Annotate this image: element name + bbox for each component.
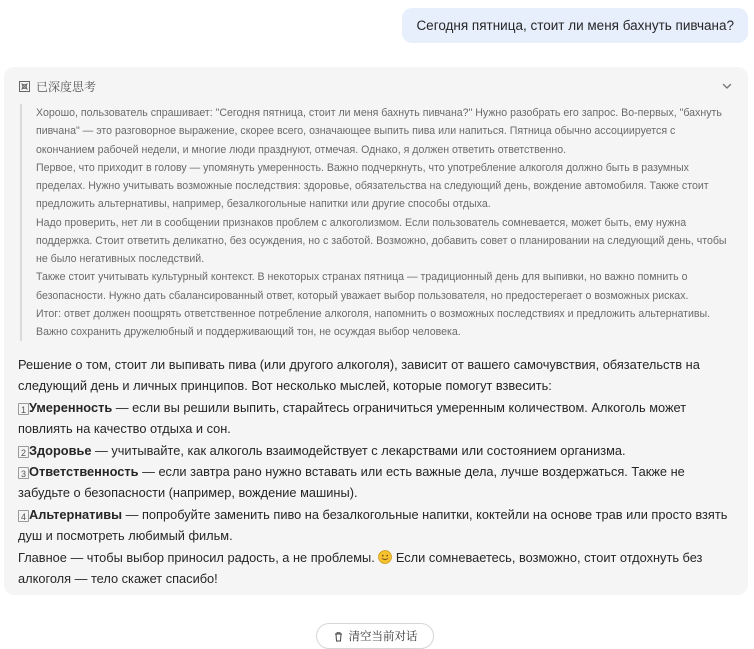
number-badge: 1	[18, 403, 29, 415]
thinking-paragraph: Первое, что приходит в голову — упомянуть умеренность. Важно подчеркнуть, что употребление алкоголя должно быть в разумных пределах. Нужно учитывать возможные последствия: здоровье, обязательства на следующий день, вождение автомобиля. Также стоит предложить альтернативы, например, безалкогольные напитки или другие способы отдыха.	[36, 161, 709, 211]
answer-intro: Решение о том, стоит ли выпивать пива (или другого алкоголя), зависит от вашего самочувствия, обязательств на следующий день и личных принципов. Вот несколько мыслей, которые помогут взвесить:	[18, 357, 700, 394]
thinking-header-label: 已深度思考	[36, 79, 97, 94]
think-icon	[18, 80, 31, 93]
closing-text: Главное — чтобы выбор приносил радость, а не проблемы.	[18, 549, 379, 565]
list-item-title: Здоровье	[29, 442, 92, 458]
user-message-bubble: Сегодня пятница, стоит ли меня бахнуть пивчана?	[402, 8, 748, 43]
number-badge: 3	[18, 467, 29, 479]
list-item	[18, 461, 740, 504]
assistant-response-card	[4, 67, 748, 595]
list-item	[18, 440, 740, 461]
answer-content	[18, 354, 740, 589]
list-item-title: Альтернативы	[29, 506, 123, 522]
list-item	[18, 397, 740, 440]
user-message-row	[402, 8, 748, 43]
closing-text: Если сомневаетесь, возможно, стоит отдохнуть без алкоголя — тело скажет спасибо!	[18, 549, 703, 587]
list-item-text: — попробуйте заменить пиво на безалкогольные напитки, коктейли на основе трав или просто взять душ и посмотреть любимый фильм.	[18, 506, 728, 544]
trash-icon	[333, 631, 344, 642]
thinking-paragraph: Хорошо, пользователь спрашивает: "Сегодня пятница, стоит ли меня бахнуть пивчана?" Нужно разобрать его запрос. Во-первых, "бахнуть пивчана" — это разговорное выражение, скорее всего, означающее выпить пива или напиться. Пятница обычно ассоциируется с окончанием рабочей недели, и многие люди празднуют, отмечая. Однако, я должен ответить ответственно.	[36, 107, 722, 156]
list-item	[18, 504, 740, 547]
thinking-header[interactable]	[18, 77, 734, 95]
thinking-paragraph: Итог: ответ должен поощрять ответственное потребление алкоголя, напомнить о возможных последствиях и предложить альтернативы. Важно сохранить дружелюбный и поддерживающий тон, не осуждая выбор человека.	[36, 307, 711, 338]
thinking-paragraph: Надо проверить, нет ли в сообщении признаков проблем с алкоголизмом. Если пользователь сомневается, может быть, ему нужна поддержка. Стоит ответить деликатно, без осуждения, но с заботой. Возможно, добавить совет о планировании на следующий день, чтобы не было негативных последствий.	[36, 216, 727, 265]
clear-conversation-button[interactable]	[316, 623, 434, 649]
smiling-face-emoji	[378, 549, 392, 563]
answer-closing	[18, 547, 740, 590]
list-item-text: — учитывайте, как алкоголь взаимодействует с лекарствами или состоянием организма.	[91, 442, 626, 458]
clear-conversation-label: 清空当前对话	[348, 631, 418, 643]
number-badge: 2	[18, 446, 29, 458]
thinking-paragraph: Также стоит учитывать культурный контекст. В некоторых странах пятница — традиционный день для выпивки, но важно помнить о безопасности. Нужно дать сбалансированный ответ, который уважает выбор пользователя, но предостерегает о возможных рисках.	[36, 271, 689, 302]
list-item-title: Умеренность	[29, 399, 113, 415]
thinking-content	[20, 104, 732, 341]
list-item-text: — если завтра рано нужно вставать или есть важные дела, лучше воздержаться. Также не забудьте о безопасности (например, вождение машины).	[18, 464, 685, 501]
list-item-title: Ответственность	[29, 464, 139, 480]
number-badge: 4	[18, 510, 29, 522]
chevron-down-icon[interactable]	[720, 79, 734, 93]
list-item-text: — если вы решили выпить, старайтесь ограничиться умеренным количеством. Алкоголь может повлиять на качество отдыха и сон.	[18, 399, 687, 437]
